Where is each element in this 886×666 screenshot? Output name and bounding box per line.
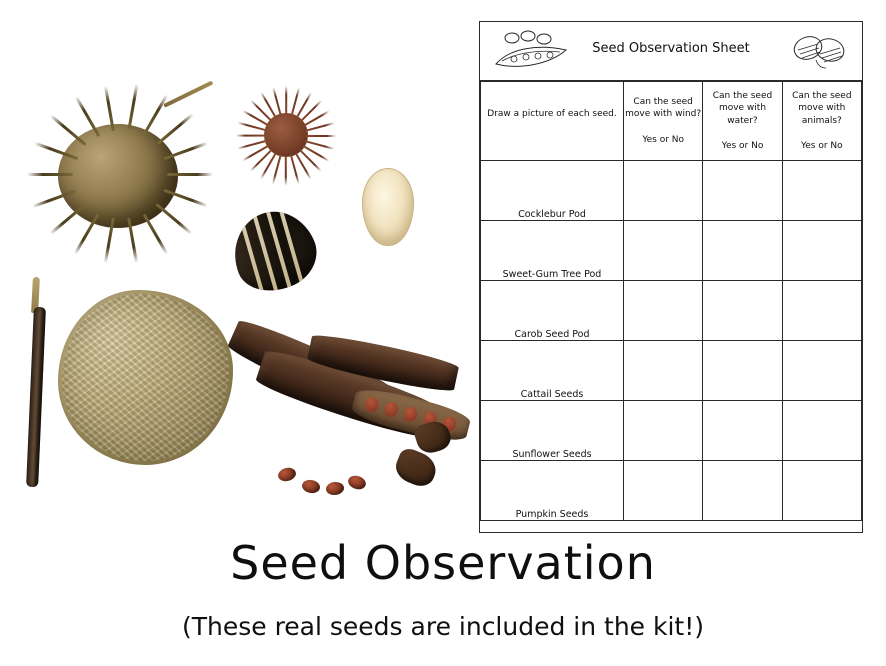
- table-row: [481, 161, 862, 221]
- answer-cell-wind[interactable]: [624, 461, 703, 521]
- answer-cell-water[interactable]: [703, 401, 782, 461]
- column-header-animals: [782, 82, 861, 161]
- column-header-water: [703, 82, 782, 161]
- sweet-gum-stem: [163, 81, 213, 108]
- answer-cell-animals[interactable]: [782, 461, 861, 521]
- answer-cell-wind[interactable]: [624, 341, 703, 401]
- table-row: [481, 461, 862, 521]
- answer-cell-wind[interactable]: [624, 161, 703, 221]
- cattail-rod: [26, 307, 46, 487]
- worksheet-title: Seed Observation Sheet: [592, 41, 750, 56]
- column-header-water-text: Can the seed move with water?: [712, 91, 773, 126]
- answer-cell-water[interactable]: [703, 461, 782, 521]
- answer-cell-water[interactable]: [703, 161, 782, 221]
- column-header-wind-sub: Yes or No: [642, 134, 685, 145]
- column-header-draw-text: Draw a picture of each seed.: [487, 109, 617, 120]
- table-row: [481, 281, 862, 341]
- row-label-sweet-gum-tree-pod: Sweet-Gum Tree Pod: [481, 221, 624, 281]
- page-title: Seed Observation: [230, 536, 656, 590]
- column-header-wind: [624, 82, 703, 161]
- carob-seed: [277, 466, 298, 483]
- answer-cell-animals[interactable]: [782, 161, 861, 221]
- seed-photo-collage: [0, 0, 480, 530]
- sweet-gum-tree-pod-image: [48, 110, 193, 235]
- row-label-pumpkin-seeds: Pumpkin Seeds: [481, 461, 624, 521]
- answer-cell-water[interactable]: [703, 341, 782, 401]
- pumpkin-seed-image: [362, 168, 414, 246]
- answer-cell-water[interactable]: [703, 281, 782, 341]
- row-label-sunflower-seeds: Sunflower Seeds: [481, 401, 624, 461]
- table-header-row: [481, 82, 862, 161]
- table-row: [481, 221, 862, 281]
- cattail-spike-image: [26, 277, 48, 492]
- answer-cell-animals[interactable]: [782, 401, 861, 461]
- carob-seed: [346, 474, 367, 492]
- answer-cell-animals[interactable]: [782, 281, 861, 341]
- carob-seed: [301, 479, 321, 495]
- row-label-carob-seed-pod: Carob Seed Pod: [481, 281, 624, 341]
- row-label-cattail-seeds: Cattail Seeds: [481, 341, 624, 401]
- sunflower-seed-image: [221, 199, 326, 302]
- answer-cell-animals[interactable]: [782, 221, 861, 281]
- sunflower-shell: [221, 199, 326, 302]
- answer-cell-animals[interactable]: [782, 341, 861, 401]
- worksheet-header: [480, 22, 862, 81]
- seed-observation-worksheet: [479, 21, 863, 533]
- answer-cell-water[interactable]: [703, 221, 782, 281]
- page-subtitle: (These real seeds are included in the kit!): [181, 612, 705, 641]
- cocklebur-pod-image: [248, 98, 324, 172]
- observation-table: [480, 81, 862, 521]
- table-row: [481, 341, 862, 401]
- column-header-draw: [481, 82, 624, 161]
- answer-cell-wind[interactable]: [624, 281, 703, 341]
- column-header-animals-sub: Yes or No: [800, 140, 843, 151]
- column-header-animals-text: Can the seed move with animals?: [792, 91, 852, 126]
- answer-cell-wind[interactable]: [624, 401, 703, 461]
- column-header-wind-text: Can the seed move with wind?: [625, 97, 702, 120]
- column-header-water-sub: Yes or No: [721, 140, 764, 151]
- table-row: [481, 401, 862, 461]
- carob-seed-pods-image: [220, 330, 470, 510]
- cattail-seed-fluff-image: [58, 290, 233, 465]
- answer-cell-wind[interactable]: [624, 221, 703, 281]
- carob-seed: [325, 481, 344, 496]
- row-label-cocklebur: Cocklebur Pod: [481, 161, 624, 221]
